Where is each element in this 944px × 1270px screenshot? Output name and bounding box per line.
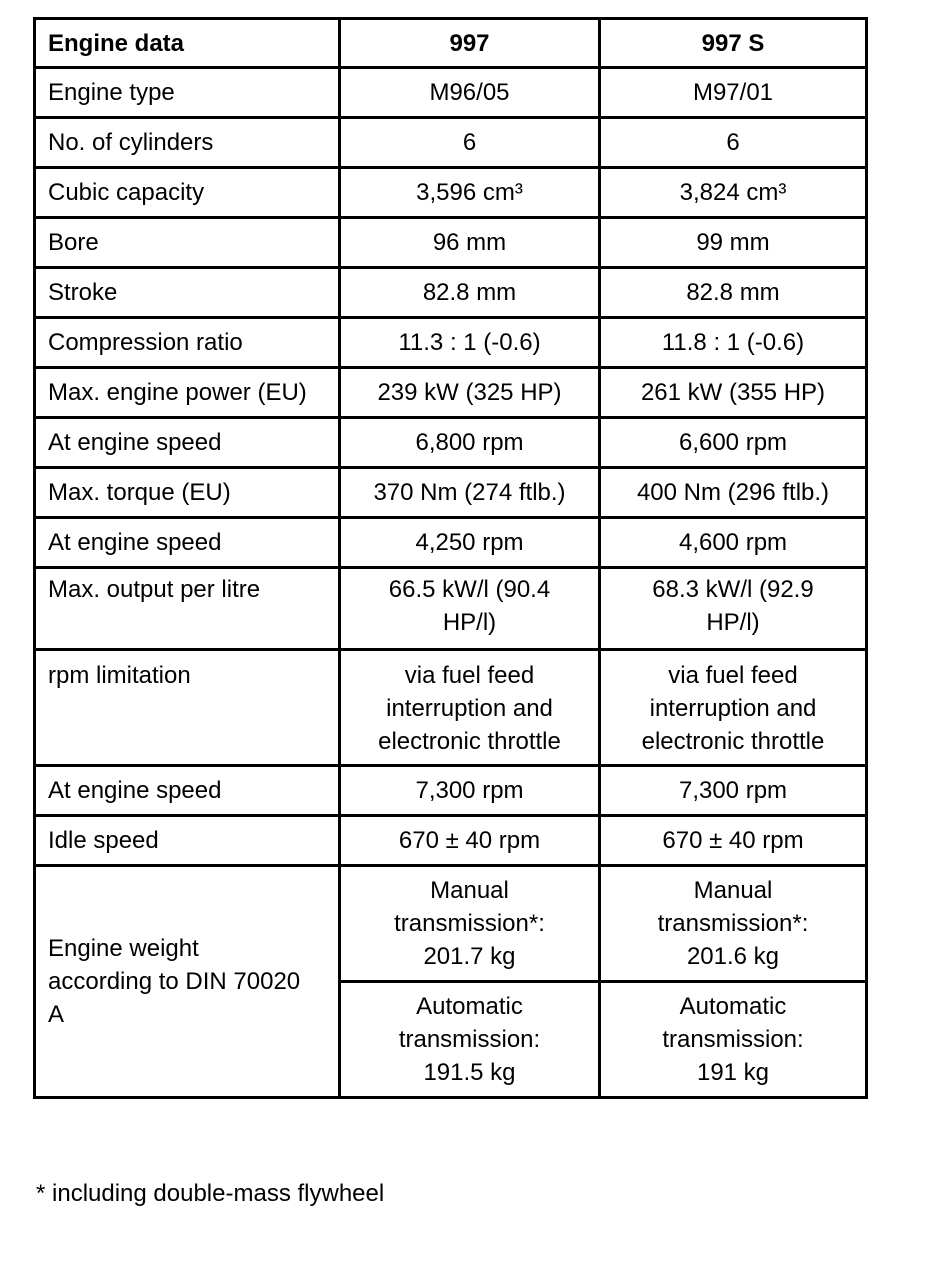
row-value-997: 82.8 mm xyxy=(340,268,600,318)
table-row xyxy=(35,650,867,766)
row-label: Idle speed xyxy=(35,816,340,866)
row-value-997: 96 mm xyxy=(340,218,600,268)
row-label: No. of cylinders xyxy=(35,118,340,168)
footnote: * including double-mass flywheel xyxy=(36,1180,385,1207)
row-label: Stroke xyxy=(35,268,340,318)
row-value-997s: 68.3 kW/l (92.9 HP/l) xyxy=(600,568,867,650)
row-value-997s: 400 Nm (296 ftlb.) xyxy=(600,468,867,518)
row-value-997s: 11.8 : 1 (-0.6) xyxy=(600,318,867,368)
row-value-997: 670 ± 40 rpm xyxy=(340,816,600,866)
row-value-997: 7,300 rpm xyxy=(340,766,600,816)
row-label: At engine speed xyxy=(35,766,340,816)
row-value-997: 4,250 rpm xyxy=(340,518,600,568)
table-header-row xyxy=(35,19,867,68)
row-value-997s: 82.8 mm xyxy=(600,268,867,318)
table-row xyxy=(35,568,867,650)
row-value-997s: via fuel feed interruption and electronic throttle xyxy=(600,650,867,766)
weight-manual-997: Manual transmission*: 201.7 kg xyxy=(340,866,600,982)
table-row xyxy=(35,218,867,268)
table-row xyxy=(35,816,867,866)
weight-row-manual xyxy=(35,866,867,982)
table-row xyxy=(35,118,867,168)
row-label: Bore xyxy=(35,218,340,268)
row-value-997s: 4,600 rpm xyxy=(600,518,867,568)
weight-auto-997: Automatic transmission: 191.5 kg xyxy=(340,982,600,1098)
table-row xyxy=(35,418,867,468)
table-row xyxy=(35,518,867,568)
row-value-997s: M97/01 xyxy=(600,68,867,118)
row-label: At engine speed xyxy=(35,518,340,568)
row-value-997s: 6 xyxy=(600,118,867,168)
header-997: 997 xyxy=(340,19,600,68)
table-row xyxy=(35,368,867,418)
table-row xyxy=(35,68,867,118)
row-label: Max. output per litre xyxy=(35,568,340,650)
row-value-997: 239 kW (325 HP) xyxy=(340,368,600,418)
weight-label: Engine weight according to DIN 70020 A xyxy=(35,866,340,1098)
row-label: Cubic capacity xyxy=(35,168,340,218)
row-value-997s: 99 mm xyxy=(600,218,867,268)
row-value-997s: 3,824 cm³ xyxy=(600,168,867,218)
row-value-997: via fuel feed interruption and electronic throttle xyxy=(340,650,600,766)
row-value-997: 3,596 cm³ xyxy=(340,168,600,218)
table-row xyxy=(35,318,867,368)
row-label: Max. torque (EU) xyxy=(35,468,340,518)
table-row xyxy=(35,468,867,518)
row-value-997s: 261 kW (355 HP) xyxy=(600,368,867,418)
row-value-997: M96/05 xyxy=(340,68,600,118)
row-value-997s: 6,600 rpm xyxy=(600,418,867,468)
row-label: Max. engine power (EU) xyxy=(35,368,340,418)
table-row xyxy=(35,766,867,816)
engine-data-table xyxy=(33,17,868,1099)
row-value-997: 66.5 kW/l (90.4 HP/l) xyxy=(340,568,600,650)
row-label: Compression ratio xyxy=(35,318,340,368)
header-997s: 997 S xyxy=(600,19,867,68)
table-row xyxy=(35,168,867,218)
row-label: At engine speed xyxy=(35,418,340,468)
row-label: Engine type xyxy=(35,68,340,118)
row-value-997s: 670 ± 40 rpm xyxy=(600,816,867,866)
row-value-997: 6 xyxy=(340,118,600,168)
row-label: rpm limitation xyxy=(35,650,340,766)
weight-manual-997s: Manual transmission*: 201.6 kg xyxy=(600,866,867,982)
row-value-997s: 7,300 rpm xyxy=(600,766,867,816)
table-row xyxy=(35,268,867,318)
header-engine-data: Engine data xyxy=(35,19,340,68)
row-value-997: 370 Nm (274 ftlb.) xyxy=(340,468,600,518)
row-value-997: 6,800 rpm xyxy=(340,418,600,468)
row-value-997: 11.3 : 1 (-0.6) xyxy=(340,318,600,368)
weight-auto-997s: Automatic transmission: 191 kg xyxy=(600,982,867,1098)
